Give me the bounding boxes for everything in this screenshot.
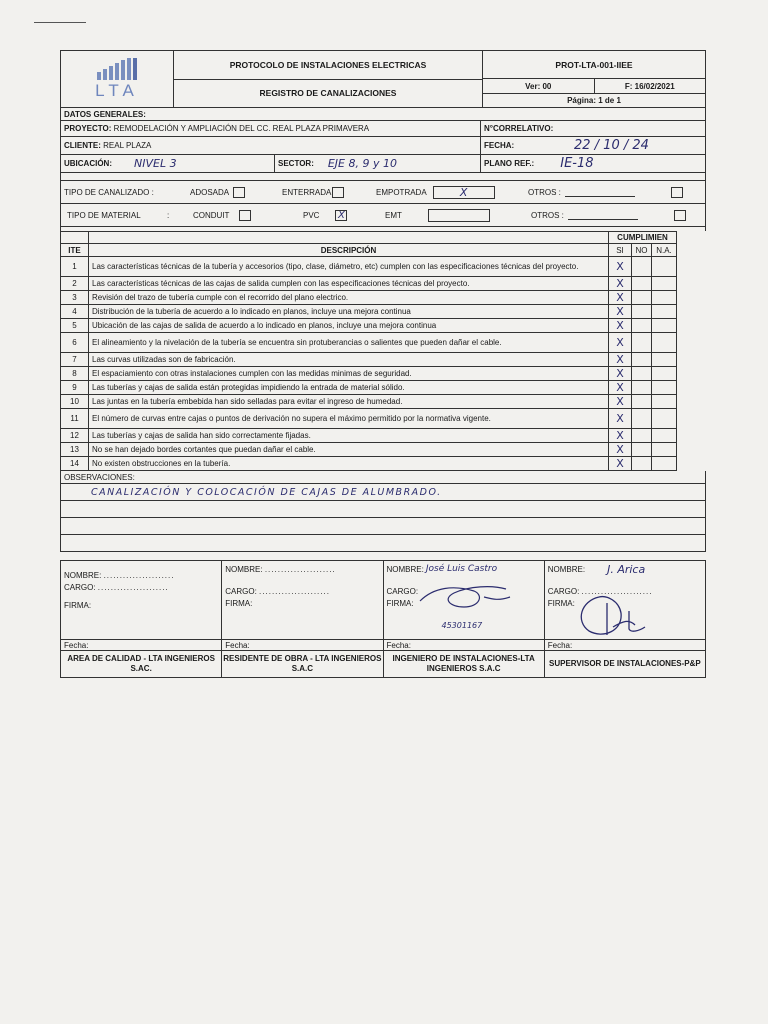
otros-material-field[interactable]	[568, 211, 638, 220]
pvc-checkbox[interactable]: X	[335, 210, 347, 221]
no-checkbox[interactable]	[632, 333, 652, 353]
si-checkbox[interactable]: X	[609, 367, 632, 381]
item-number: 8	[61, 367, 89, 381]
otros-canalizado-checkbox[interactable]	[671, 187, 683, 198]
form-version: Ver: 00	[483, 79, 595, 93]
na-checkbox[interactable]	[652, 381, 677, 395]
checklist-row	[61, 305, 707, 319]
otros-canalizado-field[interactable]	[565, 188, 635, 197]
item-description: Las curvas utilizadas son de fabricación.	[89, 353, 609, 367]
item-number: 11	[61, 409, 89, 429]
item-description: Distribución de la tubería de acuerdo a lo indicado en planos, incluye una mejora continua	[89, 305, 609, 319]
item-number: 1	[61, 257, 89, 277]
plano-label: PLANO REF.:	[484, 159, 535, 168]
supervisor-signature	[573, 591, 663, 639]
item-number: 10	[61, 395, 89, 409]
si-header: SI	[609, 244, 632, 257]
checklist-row	[61, 409, 707, 429]
item-number: 4	[61, 305, 89, 319]
no-checkbox[interactable]	[632, 395, 652, 409]
fecha-field[interactable]: Fecha:	[545, 639, 705, 650]
checklist-row	[61, 381, 707, 395]
na-checkbox[interactable]	[652, 409, 677, 429]
company-logo	[61, 51, 174, 107]
proyecto-label: PROYECTO:	[64, 124, 112, 133]
proyecto-value: REMODELACIÓN Y AMPLIACIÓN DEL CC. REAL PLAZA PRIMAVERA	[113, 124, 370, 133]
tipo-canalizado-label: TIPO DE CANALIZADO :	[64, 187, 154, 197]
row-cliente	[60, 137, 706, 155]
no-checkbox[interactable]	[632, 381, 652, 395]
item-description: Las tuberías y cajas de salida están protegidas impidiendo la entrada de material sólido.	[89, 381, 609, 395]
signature-block	[60, 560, 706, 678]
checklist-row	[61, 429, 707, 443]
form-code: PROT-LTA-001-IIEE	[483, 51, 705, 79]
row-tipo-canalizado	[60, 180, 706, 204]
checklist-row	[61, 333, 707, 353]
observaciones-text[interactable]: CANALIZACIÓN Y COLOCACIÓN DE CAJAS DE ALUMBRADO.	[60, 484, 706, 501]
ubicacion-value: NIVEL 3	[134, 157, 177, 170]
observaciones-label: OBSERVACIONES:	[60, 471, 706, 484]
enterrada-checkbox[interactable]	[332, 187, 344, 198]
form-subtitle: REGISTRO DE CANALIZACIONES	[259, 88, 397, 99]
protocol-form	[60, 50, 706, 678]
checklist-row	[61, 291, 707, 305]
otros-material-label: OTROS :	[531, 210, 564, 220]
no-checkbox[interactable]	[632, 353, 652, 367]
general-section-title: DATOS GENERALES:	[60, 108, 706, 121]
si-checkbox[interactable]: X	[609, 319, 632, 333]
fecha-field[interactable]: Fecha:	[222, 639, 382, 650]
na-checkbox[interactable]	[652, 395, 677, 409]
item-number: 12	[61, 429, 89, 443]
item-header: ITE	[61, 244, 89, 257]
item-description: No existen obstrucciones en la tubería.	[89, 457, 609, 471]
no-checkbox[interactable]	[632, 443, 652, 457]
si-checkbox[interactable]: X	[609, 381, 632, 395]
otros-material-checkbox[interactable]	[674, 210, 686, 221]
item-number: 3	[61, 291, 89, 305]
opt-conduit-label: CONDUIT	[193, 210, 230, 220]
na-checkbox[interactable]	[652, 257, 677, 277]
checklist-row	[61, 457, 707, 471]
item-description: No se han dejado bordes cortantes que puedan dañar el cable.	[89, 443, 609, 457]
tipo-material-label: TIPO DE MATERIAL	[67, 210, 141, 220]
no-header: NO	[632, 244, 652, 257]
form-date: F: 16/02/2021	[624, 81, 675, 91]
si-checkbox[interactable]: X	[609, 257, 632, 277]
item-number: 2	[61, 277, 89, 291]
si-checkbox[interactable]: X	[609, 353, 632, 367]
adosada-checkbox[interactable]	[233, 187, 245, 198]
role-ingeniero: INGENIERO DE INSTALACIONES-LTA INGENIEROS S.A.C	[384, 650, 544, 677]
item-description: Revisión del trazo de tubería cumple con el recorrido del plano electrico.	[89, 291, 609, 305]
item-number: 6	[61, 333, 89, 353]
na-header: N.A.	[652, 244, 677, 257]
no-checkbox[interactable]	[632, 277, 652, 291]
role-residente: RESIDENTE DE OBRA - LTA INGENIEROS S.A.C	[222, 650, 382, 677]
tipo-material-colon: :	[167, 210, 170, 220]
no-checkbox[interactable]	[632, 305, 652, 319]
signature-ingeniero: NOMBRE: José Luis Castro CARGO: FIRMA: 45301167 Fecha: INGENIERO DE INSTALACIONES-LTA INGENIEROS S.A.C	[384, 561, 545, 677]
si-checkbox[interactable]: X	[609, 395, 632, 409]
na-checkbox[interactable]	[652, 277, 677, 291]
fecha-field[interactable]: Fecha:	[384, 639, 544, 650]
item-description: Las tuberías y cajas de salida han sido correctamente fijadas.	[89, 429, 609, 443]
fecha-label: FECHA:	[484, 141, 515, 150]
si-checkbox[interactable]: X	[609, 305, 632, 319]
item-description: Las características técnicas de la tubería y accesorios (tipo, clase, diámetro, etc) cumplen con las especificaciones técnicas del proyecto.	[89, 257, 609, 277]
item-number: 5	[61, 319, 89, 333]
cumplimiento-header: CUMPLIMIEN	[609, 232, 677, 244]
na-checkbox[interactable]	[652, 291, 677, 305]
checklist-row	[61, 257, 707, 277]
no-checkbox[interactable]	[632, 409, 652, 429]
na-checkbox[interactable]	[652, 305, 677, 319]
supervisor-name: J. Arica	[607, 562, 646, 576]
signature-residente: NOMBRE: ...................... CARGO: ...................... FIRMA: Fecha: RESIDENTE DE OBRA - LTA INGENIEROS S.A.C	[222, 561, 383, 677]
item-number: 13	[61, 443, 89, 457]
opt-adosada-label: ADOSADA	[190, 187, 230, 197]
observaciones-line[interactable]	[60, 518, 706, 535]
si-checkbox[interactable]: X	[609, 333, 632, 353]
opt-pvc-label: PVC	[303, 210, 320, 220]
no-checkbox[interactable]	[632, 429, 652, 443]
si-checkbox[interactable]: X	[609, 429, 632, 443]
conduit-checkbox[interactable]	[239, 210, 251, 221]
checklist-row	[61, 319, 707, 333]
row-ubicacion	[60, 155, 706, 173]
fecha-field[interactable]: Fecha:	[61, 639, 221, 650]
opt-enterrada-label: ENTERRADA	[282, 187, 332, 197]
fecha-value: 22 / 10 / 24	[574, 138, 649, 153]
descripcion-header: DESCRIPCIÓN	[89, 244, 609, 257]
item-number: 7	[61, 353, 89, 367]
emt-checkbox[interactable]	[428, 209, 490, 222]
no-checkbox[interactable]	[632, 257, 652, 277]
logo-bars-icon	[97, 58, 137, 80]
role-supervisor: SUPERVISOR DE INSTALACIONES-P&P	[545, 650, 705, 677]
no-checkbox[interactable]	[632, 319, 652, 333]
ubicacion-label: UBICACIÓN:	[64, 159, 112, 168]
ingeniero-signature	[414, 577, 514, 615]
na-checkbox[interactable]	[652, 333, 677, 353]
no-checkbox[interactable]	[632, 291, 652, 305]
opt-emt-label: EMT	[385, 210, 402, 220]
role-calidad: AREA DE CALIDAD - LTA INGENIEROS S.AC.	[61, 650, 221, 677]
checklist-row	[61, 395, 707, 409]
na-checkbox[interactable]	[652, 443, 677, 457]
sector-value: EJE 8, 9 y 10	[327, 157, 397, 170]
item-description: Ubicación de las cajas de salida de acuerdo a lo indicado en planos, incluye una mejora continua	[89, 319, 609, 333]
si-checkbox[interactable]: X	[609, 457, 632, 471]
form-page: Página: 1 de 1	[567, 96, 621, 105]
checklist-row	[61, 277, 707, 291]
na-checkbox[interactable]	[652, 367, 677, 381]
item-description: El espaciamiento con otras instalaciones cumplen con las medidas minimas de seguridad.	[89, 367, 609, 381]
na-checkbox[interactable]	[652, 353, 677, 367]
checklist-row	[61, 353, 707, 367]
si-checkbox[interactable]: X	[609, 291, 632, 305]
row-tipo-material	[60, 204, 706, 227]
sector-label: SECTOR:	[278, 159, 314, 168]
item-number: 14	[61, 457, 89, 471]
checklist-row	[61, 443, 707, 457]
cliente-label: CLIENTE:	[64, 141, 101, 150]
item-number: 9	[61, 381, 89, 395]
na-checkbox[interactable]	[652, 457, 677, 471]
ingeniero-dni: 45301167	[441, 621, 483, 630]
checklist-table	[60, 231, 707, 471]
logo-text: LTA	[95, 80, 139, 100]
observaciones-line[interactable]	[60, 501, 706, 518]
signature-supervisor: NOMBRE: J. Arica CARGO: ...................... FIRMA: Fecha: SUPERVISOR DE INSTALACIONES-P&P	[545, 561, 705, 677]
opt-empotrada-label: EMPOTRADA	[376, 187, 427, 197]
item-description: El alineamiento y la nivelación de la tubería se encuentra sin protuberancias o salientes que pueden dañar el cable.	[89, 333, 609, 353]
no-checkbox[interactable]	[632, 457, 652, 471]
si-checkbox[interactable]: X	[609, 443, 632, 457]
cliente-value: REAL PLAZA	[103, 141, 152, 150]
empotrada-checkbox[interactable]: X	[433, 186, 495, 199]
observaciones-line[interactable]	[60, 535, 706, 552]
form-header	[60, 50, 706, 108]
si-checkbox[interactable]: X	[609, 277, 632, 291]
row-proyecto	[60, 121, 706, 137]
na-checkbox[interactable]	[652, 319, 677, 333]
no-checkbox[interactable]	[632, 367, 652, 381]
correlativo-label: N°CORRELATIVO:	[484, 124, 554, 133]
item-description: El número de curvas entre cajas o puntos de derivación no supera el máximo permitido por la normativa vigente.	[89, 409, 609, 429]
si-checkbox[interactable]: X	[609, 409, 632, 429]
item-description: Las características técnicas de las cajas de salida cumplen con las especificaciones técnicas del proyecto.	[89, 277, 609, 291]
otros-canalizado-label: OTROS :	[528, 187, 561, 197]
signature-calidad: NOMBRE: ...................... CARGO: ...................... FIRMA: Fecha: AREA DE CALIDAD - LTA INGENIEROS S.AC.	[61, 561, 222, 677]
form-title: PROTOCOLO DE INSTALACIONES ELECTRICAS	[174, 51, 482, 80]
plano-value: IE-18	[560, 156, 594, 171]
ingeniero-name: José Luis Castro	[425, 564, 498, 574]
item-description: Las juntas en la tubería embebida han sido selladas para evitar el ingreso de humedad.	[89, 395, 609, 409]
na-checkbox[interactable]	[652, 429, 677, 443]
paper-mark	[34, 22, 86, 23]
checklist-row	[61, 367, 707, 381]
